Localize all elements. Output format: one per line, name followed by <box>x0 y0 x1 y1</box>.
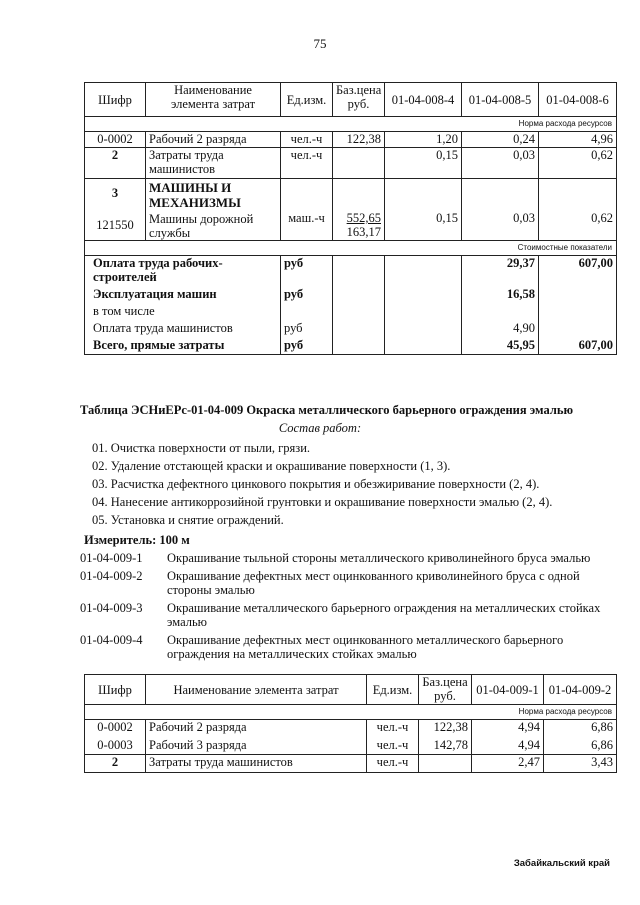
cost-unit: руб <box>281 256 333 287</box>
cost-value-2: 16,58 <box>462 287 539 304</box>
row-name: Затраты труда машинистов <box>146 755 367 773</box>
row-name: Затраты труда машинистов <box>146 148 281 179</box>
cost-value-3 <box>539 304 617 321</box>
list-item: 02. Удаление отстающей краски и окрашивание поверхности (1, 3). <box>92 459 451 473</box>
cost-unit <box>281 304 333 321</box>
cost-value-2: 45,95 <box>462 338 539 355</box>
header-price: Баз.цена руб. <box>419 675 472 705</box>
cost-name: Оплата труда машинистов <box>85 321 281 338</box>
row-code: 2 <box>85 148 146 179</box>
position-text: Окрашивание тыльной стороны металлического криволинейного бруса эмалью <box>167 551 591 565</box>
cost-value-3 <box>539 321 617 338</box>
row-unit: чел.-ч <box>367 720 419 738</box>
cost-unit: руб <box>281 321 333 338</box>
row-name <box>146 179 281 241</box>
row-unit: маш.-ч <box>281 179 333 241</box>
cost-value-2 <box>462 304 539 321</box>
row-value-2: 0,24 <box>462 132 539 148</box>
cost-row-total <box>85 338 617 355</box>
measure-unit: Измеритель: 100 м <box>84 533 190 547</box>
price-value-secondary: 163,17 <box>346 225 381 239</box>
footer-region: Забайкальский край <box>513 858 610 869</box>
row-price <box>333 148 385 179</box>
cost-value-3: 607,00 <box>539 256 617 287</box>
table-row <box>85 132 617 148</box>
position-code: 01-04-009-2 <box>80 569 143 583</box>
header-col-1: 01-04-009-1 <box>472 675 544 705</box>
norm-caption: Норма расхода ресурсов <box>85 117 617 132</box>
page-number: 75 <box>313 36 327 51</box>
caption-row <box>85 705 617 720</box>
cost-unit: руб <box>281 338 333 355</box>
row-price: 142,78 <box>419 738 472 755</box>
row-value-2: 0,03 <box>462 148 539 179</box>
row-unit: чел.-ч <box>367 738 419 755</box>
list-item: 01. Очистка поверхности от пыли, грязи. <box>92 441 311 455</box>
header-col-2: 01-04-008-5 <box>462 83 539 117</box>
cost-value-2: 4,90 <box>462 321 539 338</box>
machine-name: Машины дорожной службы <box>149 212 254 240</box>
row-code: 2 <box>85 755 146 773</box>
header-col-2: 01-04-009-2 <box>544 675 617 705</box>
header-name: Наименование элемента затрат <box>146 83 281 117</box>
row-price: 122,38 <box>419 720 472 738</box>
cost-row <box>85 287 617 304</box>
table-title: Таблица ЭСНиЕРс-01-04-009 Окраска металлического барьерного ограждения эмалью <box>80 403 574 417</box>
cost-name: Оплата труда рабочих-строителей <box>85 256 281 287</box>
cost-row <box>85 321 617 338</box>
row-value-2: 3,43 <box>544 755 617 773</box>
table-row-machines <box>85 179 617 241</box>
row-unit: чел.-ч <box>281 132 333 148</box>
resource-table-009 <box>84 674 617 773</box>
row-unit: чел.-ч <box>367 755 419 773</box>
norm-caption: Норма расхода ресурсов <box>85 705 617 720</box>
table-row <box>85 148 617 179</box>
position-text: Окрашивание дефектных мест оцинкованного металлического барьерного ограждения на металлических стойках эмалью <box>167 633 564 661</box>
row-price <box>419 755 472 773</box>
table-row <box>85 755 617 773</box>
position-text: Окрашивание металлического барьерного ограждения на металлических стойках эмалью <box>167 601 601 629</box>
row-code: 0-0002 <box>85 132 146 148</box>
position-code: 01-04-009-3 <box>80 601 143 615</box>
header-unit: Ед.изм. <box>367 675 419 705</box>
cost-value-2: 29,37 <box>462 256 539 287</box>
row-price <box>333 179 385 241</box>
caption-row <box>85 117 617 132</box>
cost-name: Всего, прямые затраты <box>85 338 281 355</box>
work-list <box>92 441 552 531</box>
row-price: 122,38 <box>333 132 385 148</box>
cost-name: в том числе <box>85 304 281 321</box>
table-header-row <box>85 675 617 705</box>
header-col-3: 01-04-008-6 <box>539 83 617 117</box>
header-code: Шифр <box>85 675 146 705</box>
row-value-2: 6,86 <box>544 720 617 738</box>
position-code: 01-04-009-1 <box>80 551 143 565</box>
sostav-title: Состав работ: <box>278 421 362 435</box>
row-code: 0-0002 <box>85 720 146 738</box>
row-value-1: 4,94 <box>472 720 544 738</box>
row-value-3: 0,62 <box>539 148 617 179</box>
position-text: Окрашивание дефектных мест оцинкованного криволинейного бруса с одной стороны эмалью <box>167 569 580 597</box>
table-row <box>85 738 617 755</box>
row-unit: чел.-ч <box>281 148 333 179</box>
row-name: Рабочий 2 разряда <box>146 720 367 738</box>
cost-row <box>85 304 617 321</box>
row-name: Рабочий 3 разряда <box>146 738 367 755</box>
row-value-2: 0,03 <box>462 179 539 241</box>
header-col-1: 01-04-008-4 <box>385 83 462 117</box>
position-code: 01-04-009-4 <box>80 633 143 647</box>
row-value-1: 2,47 <box>472 755 544 773</box>
row-value-3: 4,96 <box>539 132 617 148</box>
cost-value-3 <box>539 287 617 304</box>
row-value-3: 0,62 <box>539 179 617 241</box>
header-unit: Ед.изм. <box>281 83 333 117</box>
section-code: 3 <box>111 186 119 200</box>
resource-table-008 <box>84 82 617 355</box>
cost-value-3: 607,00 <box>539 338 617 355</box>
machine-code: 121550 <box>96 218 134 232</box>
price-value: 552,65 <box>346 211 381 225</box>
row-name: Рабочий 2 разряда <box>146 132 281 148</box>
row-value-1: 0,15 <box>385 148 462 179</box>
row-value-1: 0,15 <box>385 179 462 241</box>
cost-caption: Стоимостные показатели <box>85 241 617 256</box>
table-row <box>85 720 617 738</box>
header-price: Баз.цена руб. <box>333 83 385 117</box>
caption-row <box>85 241 617 256</box>
row-value-1: 1,20 <box>385 132 462 148</box>
list-item: 05. Установка и снятие ограждений. <box>92 513 284 527</box>
cost-name: Эксплуатация машин <box>85 287 281 304</box>
section-title: МАШИНЫ И МЕХАНИЗМЫ <box>149 180 241 210</box>
list-item: 04. Нанесение антикоррозийной грунтовки и окрашивание поверхности эмалью (2, 4). <box>92 495 553 509</box>
header-code: Шифр <box>85 83 146 117</box>
header-name: Наименование элемента затрат <box>146 675 367 705</box>
row-code <box>85 179 146 241</box>
table-header-row <box>85 83 617 117</box>
row-value-2: 6,86 <box>544 738 617 755</box>
cost-unit: руб <box>281 287 333 304</box>
row-value-1: 4,94 <box>472 738 544 755</box>
row-code: 0-0003 <box>85 738 146 755</box>
cost-row <box>85 256 617 287</box>
list-item: 03. Расчистка дефектного цинкового покрытия и обезжиривание поверхности (2, 4). <box>92 477 540 491</box>
